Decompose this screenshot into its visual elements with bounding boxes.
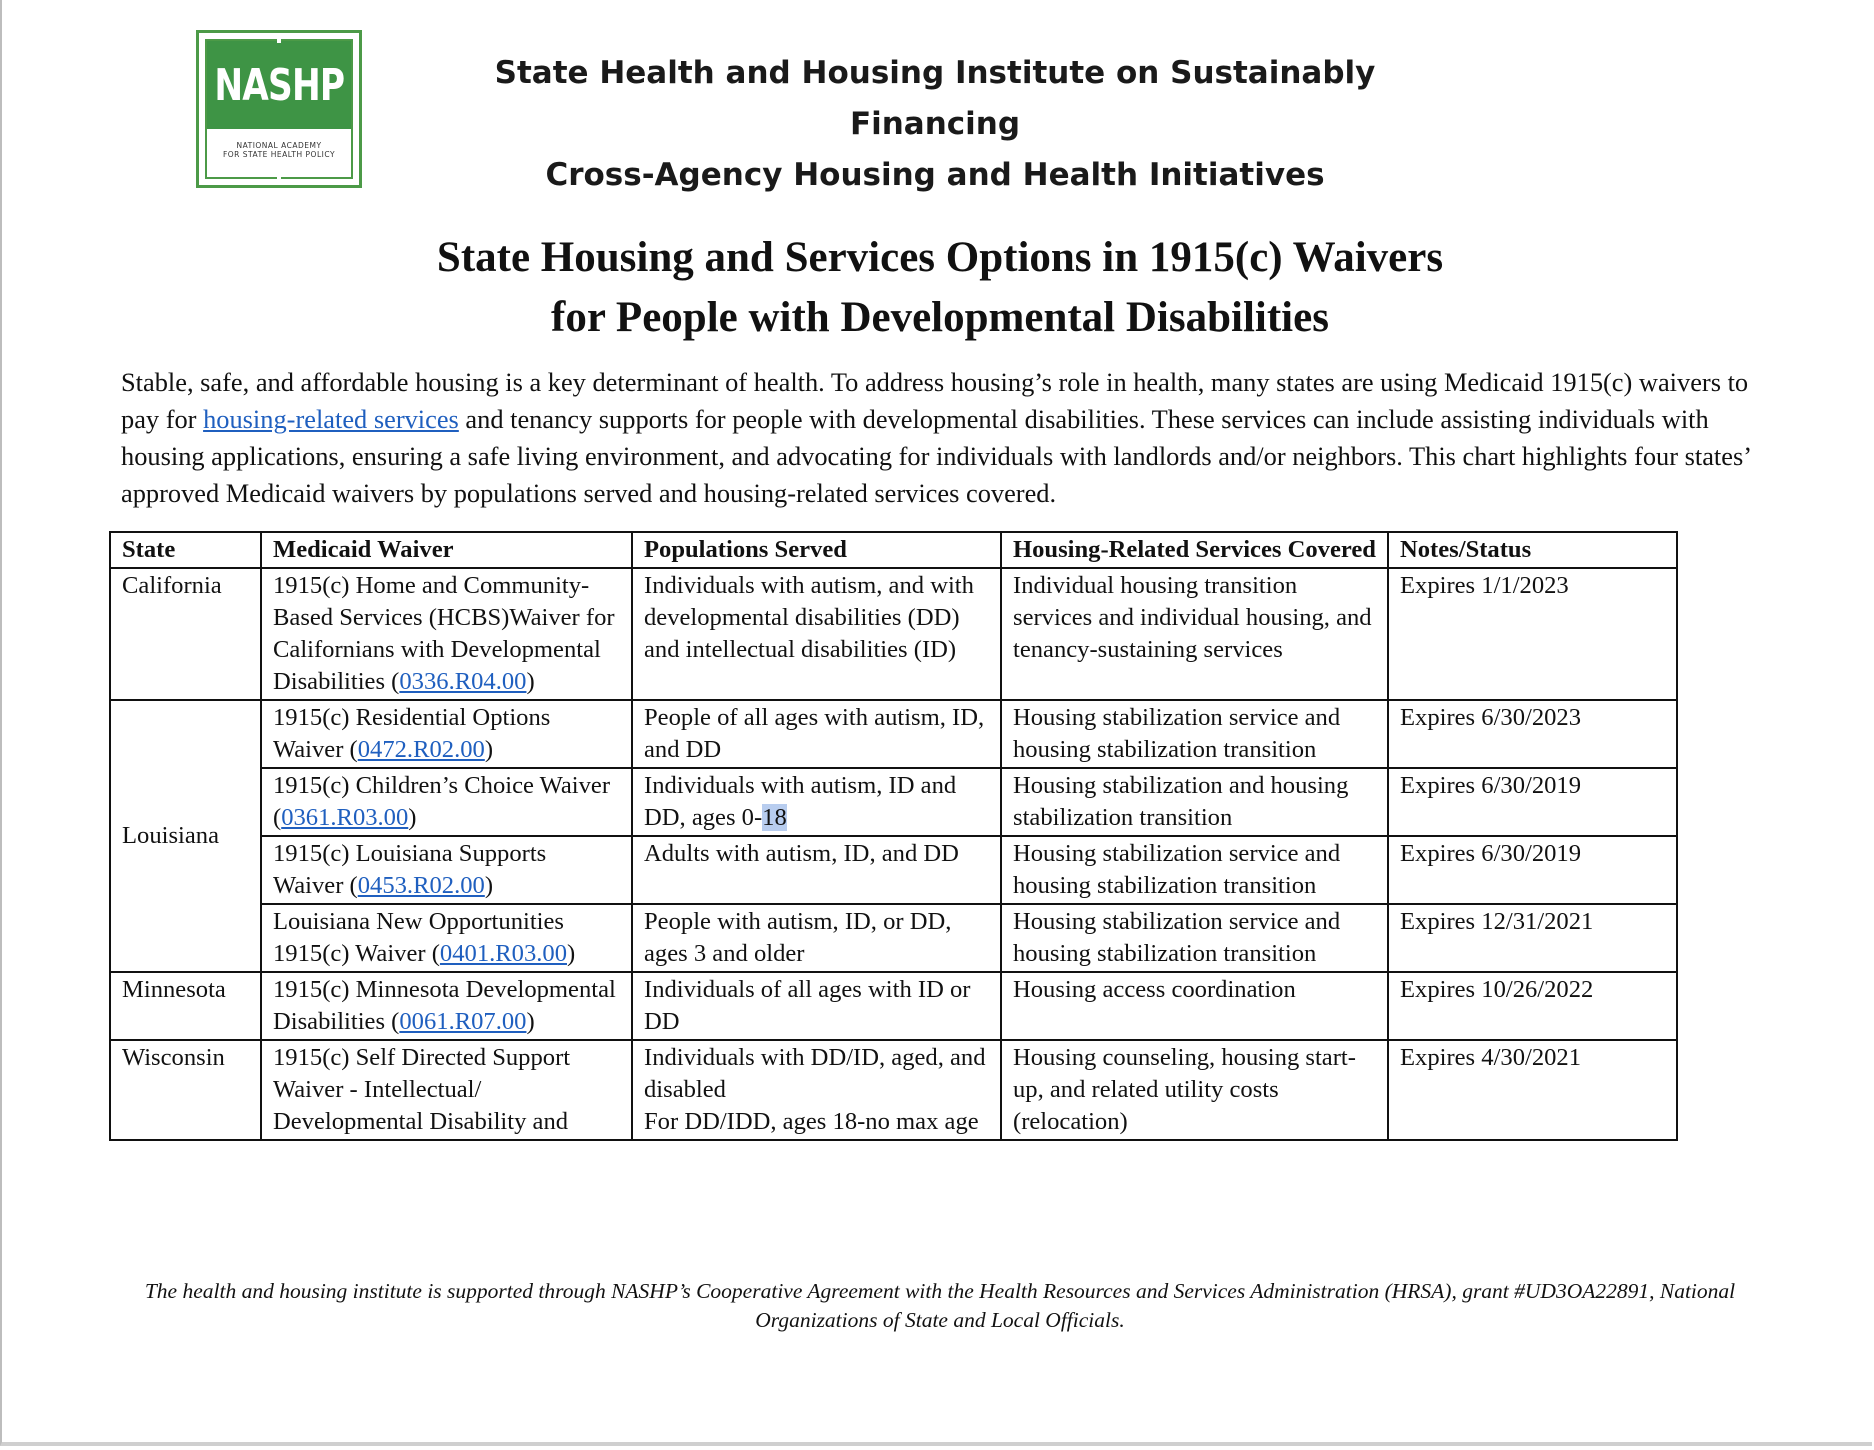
populations-cell: People of all ages with autism, ID, and DD [632,700,1001,768]
notes-cell: Expires 10/26/2022 [1388,972,1677,1040]
table-row [110,700,1677,768]
table-row [110,1040,1677,1140]
table-row [110,904,1677,972]
waiver-link[interactable]: 0061.R07.00 [399,1008,527,1035]
notes-cell: Expires 6/30/2019 [1388,768,1677,836]
waiver-cell: 1915(c) Louisiana Supports Waiver (0453.R02.00) [261,836,632,904]
services-cell: Housing access coordination [1001,972,1388,1040]
services-cell: Housing stabilization service and housing stabilization transition [1001,836,1388,904]
services-cell: Housing counseling, housing start-up, and related utility costs (relocation) [1001,1040,1388,1140]
state-cell: Louisiana [110,700,261,972]
populations-cell: Individuals with autism, and with developmental disabilities (DD) and intellectual disabilities (ID) [632,568,1001,700]
waiver-link[interactable]: 0361.R03.00 [281,804,409,831]
waiver-cell: 1915(c) Home and Community-Based Services (HCBS)Waiver for Californians with Developmental Disabilities (0336.R04.00) [261,568,632,700]
table-row [110,972,1677,1040]
funding-footnote: The health and housing institute is supported through NASHP’s Cooperative Agreement with the Health Resources and Services Administration (HRSA), grant #UD3OA22891, National Organizations of State and Local Officials. [144,1279,1736,1332]
services-cell: Housing stabilization and housing stabilization transition [1001,768,1388,836]
state-cell: Wisconsin [110,1040,261,1140]
waiver-cell: Louisiana New Opportunities 1915(c) Waiver (0401.R03.00) [261,904,632,972]
populations-cell: Individuals with autism, ID and DD, ages 0-18 [632,768,1001,836]
text-selection-highlight: 18 [762,804,787,831]
waiver-table [109,531,1678,1141]
page-title-line2: for People with Developmental Disabilities [551,294,1329,341]
waiver-cell: 1915(c) Children’s Choice Waiver (0361.R03.00) [261,768,632,836]
institute-heading-line2: Cross-Agency Housing and Health Initiatives [545,157,1325,193]
nashp-logo [196,30,362,188]
waiver-cell: 1915(c) Self Directed Support Waiver - Intellectual/ Developmental Disability and [261,1040,632,1140]
notes-cell: Expires 6/30/2023 [1388,700,1677,768]
table-row [110,568,1677,700]
populations-cell: Individuals with DD/ID, aged, and disabled For DD/IDD, ages 18-no max age [632,1040,1001,1140]
notes-cell: Expires 4/30/2021 [1388,1040,1677,1140]
state-cell: California [110,568,261,700]
populations-cell: People with autism, ID, or DD, ages 3 and older [632,904,1001,972]
logo-subtitle: NATIONAL ACADEMY FOR STATE HEALTH POLICY [222,141,336,159]
waiver-cell: 1915(c) Residential Options Waiver (0472.R02.00) [261,700,632,768]
intro-paragraph: Stable, safe, and affordable housing is a key determinant of health. To address housing’s role in health, many states are using Medicaid 1915(c) waivers to pay for housing-related services and tenancy supports for people with developmental disabilities. These services can include assisting individuals with housing applications, ensuring a safe living environment, and advocating for individuals with landlords and/or neighbors. This chart highlights four states’ approved Medicaid waivers by populations served and housing-related services covered. [121,367,1751,508]
waiver-link[interactable]: 0336.R04.00 [399,668,527,695]
table-header-row [110,532,1677,568]
services-cell: Housing stabilization service and housing stabilization transition [1001,700,1388,768]
header-state: State [110,532,261,568]
waiver-link[interactable]: 0401.R03.00 [439,940,567,967]
institute-heading-line1: State Health and Housing Institute on Sustainably Financing [494,55,1376,142]
notes-cell: Expires 6/30/2019 [1388,836,1677,904]
page-title-line1: State Housing and Services Options in 1915(c) Waivers [436,234,1444,281]
header-housing-services: Housing-Related Services Covered [1001,532,1388,568]
waiver-link[interactable]: 0453.R02.00 [357,872,485,899]
housing-related-services-link[interactable]: housing-related services [203,404,459,434]
logo-wordmark: NASHP [214,59,344,111]
institute-heading [420,48,1450,201]
page-title [260,228,1620,348]
notes-cell: Expires 1/1/2023 [1388,568,1677,700]
header-medicaid-waiver: Medicaid Waiver [261,532,632,568]
waiver-link[interactable]: 0472.R02.00 [357,736,485,763]
state-cell: Minnesota [110,972,261,1040]
header-notes-status: Notes/Status [1388,532,1677,568]
services-cell: Housing stabilization service and housing stabilization transition [1001,904,1388,972]
table-row [110,836,1677,904]
notes-cell: Expires 12/31/2021 [1388,904,1677,972]
populations-cell: Adults with autism, ID, and DD [632,836,1001,904]
header-populations-served: Populations Served [632,532,1001,568]
table-row [110,768,1677,836]
services-cell: Individual housing transition services and individual housing, and tenancy-sustaining services [1001,568,1388,700]
waiver-cell: 1915(c) Minnesota Developmental Disabilities (0061.R07.00) [261,972,632,1040]
populations-cell: Individuals of all ages with ID or DD [632,972,1001,1040]
